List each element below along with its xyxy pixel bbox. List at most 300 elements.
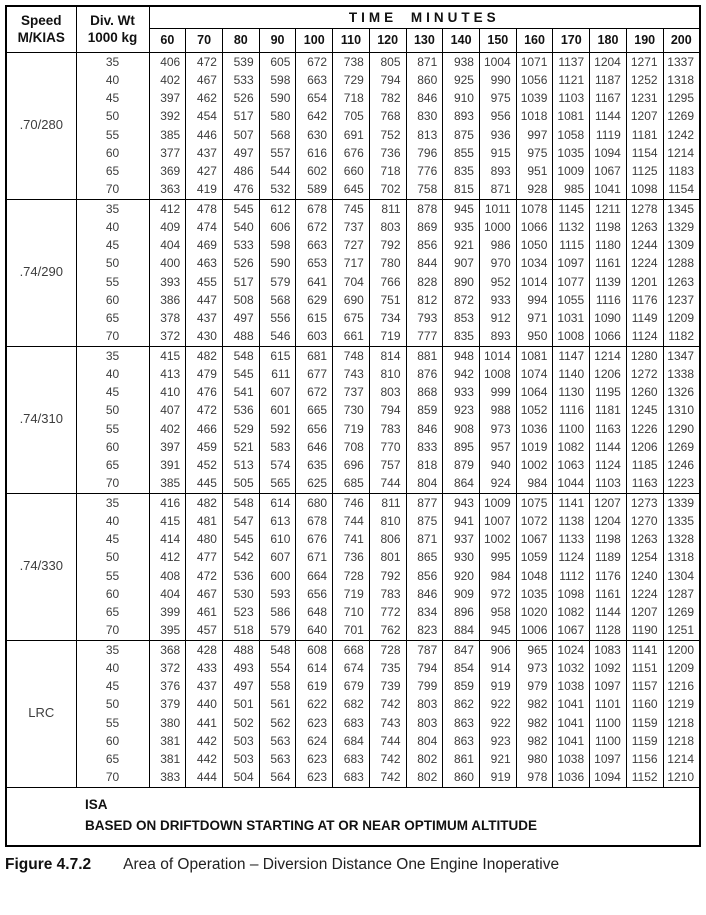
weight-value: 40 [76, 365, 149, 383]
distance-value: 744 [369, 474, 406, 493]
weight-value: 70 [76, 327, 149, 346]
distance-value: 558 [259, 677, 296, 695]
distance-value: 1152 [626, 768, 663, 787]
distance-value: 1041 [590, 180, 627, 199]
distance-value: 674 [333, 659, 370, 677]
distance-value: 392 [149, 107, 186, 125]
distance-value: 653 [296, 254, 333, 272]
distance-value: 1014 [516, 273, 553, 291]
distance-value: 437 [186, 144, 223, 162]
distance-value: 958 [479, 603, 516, 621]
distance-value: 1260 [626, 383, 663, 401]
distance-value: 1048 [516, 567, 553, 585]
distance-value: 734 [369, 309, 406, 327]
distance-value: 1139 [590, 273, 627, 291]
distance-value: 914 [479, 659, 516, 677]
distance-value: 737 [333, 218, 370, 236]
distance-value: 802 [406, 750, 443, 768]
distance-value: 872 [443, 291, 480, 309]
distance-value: 729 [333, 71, 370, 89]
distance-value: 746 [333, 493, 370, 512]
distance-value: 1082 [553, 603, 590, 621]
distance-value: 704 [333, 273, 370, 291]
distance-value: 1237 [663, 291, 700, 309]
speed-label: .74/330 [6, 493, 76, 640]
time-column-header: 120 [369, 28, 406, 52]
time-column-header: 190 [626, 28, 663, 52]
distance-value: 739 [369, 677, 406, 695]
distance-value: 1224 [626, 254, 663, 272]
distance-value: 1252 [626, 71, 663, 89]
table-row [6, 567, 700, 585]
distance-value: 1207 [626, 603, 663, 621]
distance-value: 440 [186, 695, 223, 713]
distance-value: 1100 [590, 714, 627, 732]
distance-value: 1288 [663, 254, 700, 272]
weight-value: 65 [76, 309, 149, 327]
distance-value: 971 [516, 309, 553, 327]
distance-value: 1063 [553, 456, 590, 474]
distance-value: 629 [296, 291, 333, 309]
distance-value: 804 [406, 732, 443, 750]
distance-value: 469 [186, 236, 223, 254]
distance-value: 920 [443, 567, 480, 585]
table-row [6, 273, 700, 291]
distance-value: 598 [259, 236, 296, 254]
distance-value: 603 [296, 327, 333, 346]
table-row [6, 493, 700, 512]
distance-value: 601 [259, 401, 296, 419]
distance-value: 1195 [590, 383, 627, 401]
distance-value: 1002 [516, 456, 553, 474]
distance-value: 554 [259, 659, 296, 677]
distance-value: 590 [259, 254, 296, 272]
distance-value: 846 [406, 420, 443, 438]
distance-value: 1326 [663, 383, 700, 401]
distance-value: 363 [149, 180, 186, 199]
distance-value: 614 [259, 493, 296, 512]
distance-value: 454 [186, 107, 223, 125]
distance-value: 623 [296, 768, 333, 787]
distance-value: 541 [222, 383, 259, 401]
distance-value: 862 [443, 695, 480, 713]
speed-header-line1: Speed [20, 12, 62, 28]
table-row [6, 383, 700, 401]
distance-value: 622 [296, 695, 333, 713]
distance-value: 1185 [626, 456, 663, 474]
distance-value: 799 [406, 677, 443, 695]
distance-value: 478 [186, 199, 223, 218]
distance-value: 924 [479, 474, 516, 493]
distance-value: 772 [369, 603, 406, 621]
distance-value: 942 [443, 365, 480, 383]
distance-value: 452 [186, 456, 223, 474]
distance-value: 521 [222, 438, 259, 456]
distance-value: 1209 [663, 659, 700, 677]
distance-value: 1072 [516, 512, 553, 530]
distance-value: 1038 [553, 677, 590, 695]
distance-value: 548 [222, 346, 259, 365]
distance-value: 579 [259, 621, 296, 640]
distance-value: 1211 [590, 199, 627, 218]
distance-value: 610 [259, 530, 296, 548]
distance-value: 863 [443, 714, 480, 732]
distance-value: 940 [479, 456, 516, 474]
distance-value: 984 [516, 474, 553, 493]
distance-value: 447 [186, 291, 223, 309]
time-column-header: 150 [479, 28, 516, 52]
distance-value: 1132 [553, 218, 590, 236]
distance-value: 545 [222, 365, 259, 383]
distance-value: 579 [259, 273, 296, 291]
weight-value: 55 [76, 126, 149, 144]
distance-value: 730 [333, 401, 370, 419]
distance-value: 1081 [553, 107, 590, 125]
weight-value: 45 [76, 236, 149, 254]
distance-value: 606 [259, 218, 296, 236]
distance-value: 978 [516, 768, 553, 787]
distance-value: 782 [369, 89, 406, 107]
distance-value: 497 [222, 309, 259, 327]
weight-value: 55 [76, 714, 149, 732]
distance-value: 395 [149, 621, 186, 640]
distance-value: 719 [333, 585, 370, 603]
distance-value: 502 [222, 714, 259, 732]
weight-column-header [76, 6, 149, 52]
distance-value: 545 [222, 530, 259, 548]
distance-value: 1154 [626, 144, 663, 162]
distance-value: 1124 [590, 456, 627, 474]
weight-value: 40 [76, 71, 149, 89]
distance-value: 1112 [553, 567, 590, 585]
distance-value: 935 [443, 218, 480, 236]
table-row [6, 750, 700, 768]
speed-group [6, 199, 700, 346]
weight-value: 35 [76, 346, 149, 365]
distance-value: 1339 [663, 493, 700, 512]
distance-value: 523 [222, 603, 259, 621]
distance-value: 548 [259, 640, 296, 659]
distance-value: 801 [369, 548, 406, 566]
distance-value: 1214 [663, 144, 700, 162]
table-header [6, 6, 700, 52]
distance-value: 640 [296, 621, 333, 640]
distance-value: 1077 [553, 273, 590, 291]
weight-value: 70 [76, 768, 149, 787]
distance-value: 1103 [590, 474, 627, 493]
distance-value: 385 [149, 126, 186, 144]
distance-value: 393 [149, 273, 186, 291]
distance-value: 372 [149, 327, 186, 346]
distance-value: 1224 [626, 585, 663, 603]
distance-value: 919 [479, 768, 516, 787]
distance-value: 990 [479, 71, 516, 89]
time-column-header: 80 [222, 28, 259, 52]
distance-value: 540 [222, 218, 259, 236]
distance-value: 876 [406, 365, 443, 383]
distance-value: 810 [369, 365, 406, 383]
distance-value: 1278 [626, 199, 663, 218]
distance-value: 999 [479, 383, 516, 401]
distance-value: 656 [296, 585, 333, 603]
distance-value: 676 [296, 530, 333, 548]
distance-value: 623 [296, 750, 333, 768]
weight-value: 45 [76, 530, 149, 548]
distance-value: 718 [369, 162, 406, 180]
distance-value: 1223 [663, 474, 700, 493]
weight-value: 40 [76, 218, 149, 236]
distance-value: 455 [186, 273, 223, 291]
distance-value: 1067 [516, 530, 553, 548]
distance-value: 391 [149, 456, 186, 474]
distance-value: 1128 [590, 621, 627, 640]
distance-value: 1198 [590, 218, 627, 236]
distance-value: 419 [186, 180, 223, 199]
distance-value: 710 [333, 603, 370, 621]
distance-value: 379 [149, 695, 186, 713]
distance-value: 377 [149, 144, 186, 162]
distance-value: 656 [296, 420, 333, 438]
distance-value: 406 [149, 52, 186, 71]
time-minutes-header: TIME MINUTES [149, 6, 700, 28]
distance-value: 505 [222, 474, 259, 493]
weight-value: 70 [76, 621, 149, 640]
distance-value: 1246 [663, 456, 700, 474]
table-row [6, 621, 700, 640]
distance-value: 742 [369, 750, 406, 768]
distance-value: 533 [222, 236, 259, 254]
distance-value: 544 [259, 162, 296, 180]
distance-value: 982 [516, 732, 553, 750]
distance-value: 682 [333, 695, 370, 713]
distance-value: 671 [296, 548, 333, 566]
distance-value: 1214 [663, 750, 700, 768]
distance-value: 518 [222, 621, 259, 640]
distance-value: 476 [222, 180, 259, 199]
distance-value: 404 [149, 585, 186, 603]
weight-value: 35 [76, 52, 149, 71]
distance-value: 884 [443, 621, 480, 640]
distance-value: 702 [369, 180, 406, 199]
distance-value: 614 [296, 659, 333, 677]
speed-group [6, 640, 700, 787]
figure-title: Area of Operation – Diversion Distance One Engine Inoperative [123, 856, 560, 873]
distance-value: 441 [186, 714, 223, 732]
distance-value: 376 [149, 677, 186, 695]
distance-value: 1182 [663, 327, 700, 346]
weight-value: 45 [76, 89, 149, 107]
distance-value: 741 [333, 530, 370, 548]
distance-value: 672 [296, 218, 333, 236]
distance-value: 956 [479, 107, 516, 125]
table-row [6, 474, 700, 493]
distance-value: 580 [259, 107, 296, 125]
distance-value: 855 [443, 144, 480, 162]
distance-value: 497 [222, 677, 259, 695]
distance-value: 399 [149, 603, 186, 621]
weight-value: 65 [76, 162, 149, 180]
distance-value: 1318 [663, 548, 700, 566]
distance-value: 881 [406, 346, 443, 365]
distance-value: 442 [186, 732, 223, 750]
time-column-header: 180 [590, 28, 627, 52]
distance-value: 1198 [590, 530, 627, 548]
distance-value: 1272 [626, 365, 663, 383]
distance-value: 1067 [590, 162, 627, 180]
distance-value: 727 [333, 236, 370, 254]
distance-value: 1269 [663, 438, 700, 456]
distance-value: 893 [443, 107, 480, 125]
distance-value: 400 [149, 254, 186, 272]
distance-value: 1009 [553, 162, 590, 180]
distance-value: 745 [333, 199, 370, 218]
distance-value: 612 [259, 199, 296, 218]
distance-value: 748 [333, 346, 370, 365]
distance-value: 794 [369, 71, 406, 89]
table-row [6, 52, 700, 71]
speed-label: LRC [6, 640, 76, 787]
distance-value: 925 [443, 71, 480, 89]
distance-value: 803 [406, 714, 443, 732]
distance-value: 928 [516, 180, 553, 199]
figure-number: Figure 4.7.2 [5, 856, 92, 873]
time-column-header: 100 [296, 28, 333, 52]
distance-value: 1226 [626, 420, 663, 438]
distance-value: 1014 [479, 346, 516, 365]
distance-value: 684 [333, 732, 370, 750]
distance-value: 1090 [590, 309, 627, 327]
distance-value: 957 [479, 438, 516, 456]
distance-value: 742 [369, 768, 406, 787]
distance-value: 985 [553, 180, 590, 199]
distance-value: 970 [479, 254, 516, 272]
distance-value: 1038 [553, 750, 590, 768]
distance-value: 412 [149, 199, 186, 218]
distance-value: 463 [186, 254, 223, 272]
distance-value: 1270 [626, 512, 663, 530]
table-row [6, 420, 700, 438]
distance-value: 536 [222, 567, 259, 585]
distance-value: 1058 [553, 126, 590, 144]
distance-value: 660 [333, 162, 370, 180]
distance-value: 427 [186, 162, 223, 180]
distance-value: 982 [516, 714, 553, 732]
distance-value: 973 [479, 420, 516, 438]
distance-value: 804 [406, 474, 443, 493]
distance-value: 818 [406, 456, 443, 474]
speed-label: .74/290 [6, 199, 76, 346]
distance-value: 466 [186, 420, 223, 438]
distance-value: 1125 [626, 162, 663, 180]
distance-value: 681 [296, 346, 333, 365]
distance-value: 834 [406, 603, 443, 621]
distance-value: 557 [259, 144, 296, 162]
speed-group [6, 493, 700, 640]
distance-value: 1151 [626, 659, 663, 677]
distance-value: 1310 [663, 401, 700, 419]
distance-value: 945 [443, 199, 480, 218]
table-row [6, 254, 700, 272]
distance-value: 802 [406, 768, 443, 787]
distance-value: 1020 [516, 603, 553, 621]
distance-value: 1052 [516, 401, 553, 419]
distance-value: 973 [516, 659, 553, 677]
distance-value: 846 [406, 89, 443, 107]
distance-value: 556 [259, 309, 296, 327]
distance-value: 413 [149, 365, 186, 383]
distance-value: 488 [222, 640, 259, 659]
distance-value: 503 [222, 732, 259, 750]
distance-value: 676 [333, 144, 370, 162]
distance-value: 1130 [553, 383, 590, 401]
distance-value: 1214 [590, 346, 627, 365]
time-column-header: 90 [259, 28, 296, 52]
distance-value: 1218 [663, 714, 700, 732]
distance-value: 472 [186, 52, 223, 71]
time-column-header: 160 [516, 28, 553, 52]
distance-value: 474 [186, 218, 223, 236]
distance-value: 744 [333, 512, 370, 530]
distance-value: 1183 [663, 162, 700, 180]
distance-value: 428 [186, 640, 223, 659]
weight-value: 65 [76, 750, 149, 768]
weight-value: 35 [76, 493, 149, 512]
distance-value: 1245 [626, 401, 663, 419]
distance-value: 404 [149, 236, 186, 254]
distance-value: 813 [406, 126, 443, 144]
distance-value: 1309 [663, 236, 700, 254]
distance-value: 952 [479, 273, 516, 291]
distance-value: 762 [369, 621, 406, 640]
distance-value: 1075 [516, 493, 553, 512]
distance-value: 1032 [553, 659, 590, 677]
distance-value: 1200 [663, 640, 700, 659]
distance-value: 921 [479, 750, 516, 768]
distance-value: 794 [369, 401, 406, 419]
distance-value: 859 [406, 401, 443, 419]
distance-value: 812 [406, 291, 443, 309]
distance-value: 542 [222, 548, 259, 566]
distance-value: 503 [222, 750, 259, 768]
distance-value: 517 [222, 273, 259, 291]
distance-value: 409 [149, 218, 186, 236]
distance-value: 1101 [590, 695, 627, 713]
distance-value: 678 [296, 199, 333, 218]
distance-value: 1263 [626, 218, 663, 236]
distance-value: 915 [479, 144, 516, 162]
distance-value: 583 [259, 438, 296, 456]
distance-value: 806 [369, 530, 406, 548]
time-column-header: 200 [663, 28, 700, 52]
distance-value: 408 [149, 567, 186, 585]
distance-value: 921 [443, 236, 480, 254]
speed-label: .70/280 [6, 52, 76, 199]
distance-value: 1092 [590, 659, 627, 677]
distance-value: 988 [479, 401, 516, 419]
table-row [6, 346, 700, 365]
distance-value: 1251 [663, 621, 700, 640]
distance-value: 879 [443, 456, 480, 474]
weight-value: 45 [76, 677, 149, 695]
distance-value: 1206 [590, 365, 627, 383]
distance-value: 1176 [626, 291, 663, 309]
distance-value: 386 [149, 291, 186, 309]
distance-value: 1144 [590, 438, 627, 456]
distance-value: 1159 [626, 714, 663, 732]
distance-value: 719 [369, 327, 406, 346]
distance-value: 561 [259, 695, 296, 713]
distance-value: 846 [406, 585, 443, 603]
